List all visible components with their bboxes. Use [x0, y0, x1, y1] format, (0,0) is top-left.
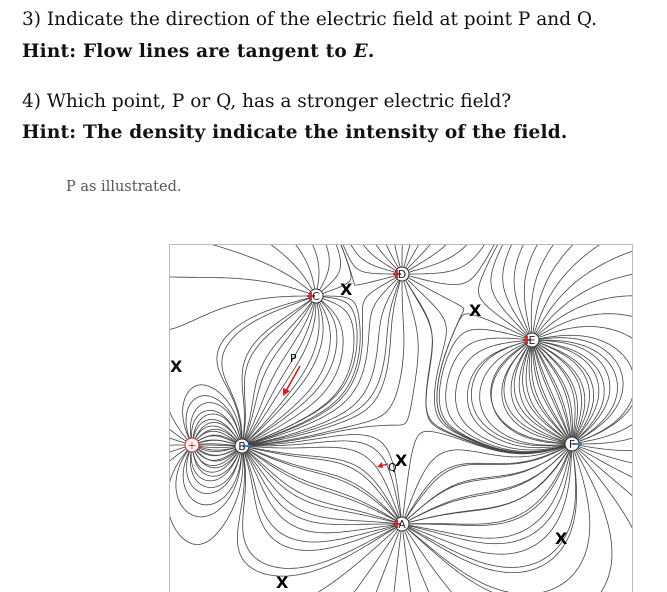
field-line [246, 303, 320, 443]
field-line [245, 448, 396, 521]
q-field-arrow [377, 462, 388, 468]
charge-label: A [398, 518, 406, 531]
hint-4: Hint: The density indicate the intensity of the field. [22, 122, 568, 143]
field-line [309, 529, 397, 592]
field-line [291, 245, 315, 289]
field-line [393, 531, 401, 592]
field-line [409, 245, 472, 272]
field-line [467, 342, 568, 448]
field-line [245, 302, 331, 444]
null-point-x: X [395, 451, 408, 470]
field-line [373, 245, 397, 269]
charge-d [393, 267, 409, 281]
charge-label: B [238, 440, 246, 453]
electric-field-figure [169, 244, 633, 592]
field-line [248, 450, 399, 522]
field-line [244, 302, 313, 442]
field-line [403, 531, 412, 592]
field-line [374, 531, 400, 592]
field-line [245, 298, 354, 444]
field-line [408, 245, 452, 271]
field-line [479, 245, 527, 336]
field-line [170, 277, 309, 294]
field-line [406, 450, 568, 523]
field-line [248, 299, 337, 443]
field-line [245, 280, 398, 445]
null-point-x-outside-left: X [170, 357, 182, 376]
field-line [409, 245, 488, 274]
field-line [537, 296, 632, 336]
field-line [170, 436, 185, 443]
field-line [245, 447, 397, 519]
field-line [405, 531, 432, 592]
field-line [578, 448, 632, 480]
field-line [246, 300, 316, 441]
charge-a [393, 517, 409, 531]
null-point-x: X [555, 529, 568, 548]
question-4: 4) Which point, P or Q, has a stronger electric field? [22, 91, 511, 112]
null-point-x: X [469, 301, 482, 320]
null-point-x: X [276, 573, 289, 592]
charge-label: F [569, 438, 575, 451]
field-symbol: E [354, 41, 368, 62]
field-line [514, 245, 529, 334]
field-line [197, 245, 311, 292]
field-line [539, 327, 632, 343]
charge-label: C [312, 290, 320, 303]
field-line [310, 245, 319, 289]
field-line [249, 297, 358, 444]
field-line [320, 245, 330, 290]
field-line [536, 273, 632, 334]
charge-label: D [398, 268, 406, 281]
question-3: 3) Indicate the direction of the electric field at point P and Q. [22, 9, 597, 30]
answer-caption: P as illustrated. [66, 179, 181, 195]
field-line [491, 245, 527, 335]
field-lines-diagram [170, 245, 632, 592]
field-line [245, 281, 418, 446]
field-line [170, 400, 187, 440]
charge-label: E [529, 334, 536, 347]
field-line [524, 245, 540, 333]
field-line [409, 245, 497, 285]
charge-plus [185, 438, 199, 452]
point-p-label: P [290, 352, 297, 365]
field-line [579, 436, 632, 444]
field-line [409, 448, 570, 522]
field-line [321, 245, 340, 292]
field-line [176, 448, 242, 517]
field-line [577, 449, 632, 501]
field-line [579, 420, 632, 443]
field-line [409, 447, 572, 543]
field-line [402, 245, 403, 267]
charge-label: + [187, 439, 196, 452]
field-line [532, 345, 568, 439]
hint-3-prefix: Hint: Flow lines are tangent to [22, 41, 354, 62]
field-line [394, 245, 400, 267]
field-markers [276, 280, 568, 592]
field-line [245, 279, 397, 445]
point-q-label: Q [388, 461, 397, 474]
hint-3 [22, 41, 375, 62]
hint-3-suffix: . [368, 41, 375, 62]
null-point-x: X [340, 280, 353, 299]
field-line [244, 300, 313, 440]
